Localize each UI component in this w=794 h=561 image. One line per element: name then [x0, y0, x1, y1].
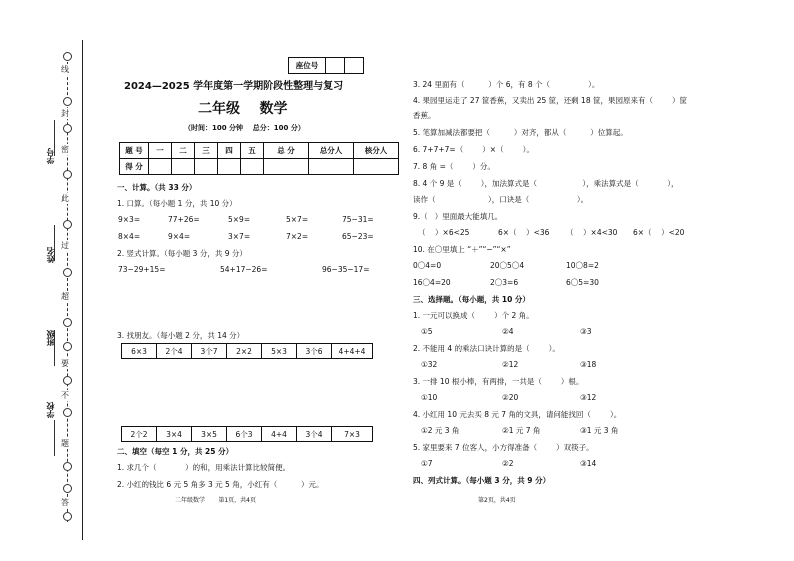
oral-item: 77+26=: [168, 215, 200, 224]
oral-item: 5×9=: [228, 215, 251, 224]
q9-item: 6×（ ）<36: [498, 228, 550, 237]
binding-hole: [63, 408, 72, 417]
q9-item: （ ）×6<25: [418, 228, 470, 237]
cut-char: 封: [61, 109, 69, 118]
friend-item: 7×3: [332, 427, 373, 442]
choice-q3: 3. 一排 10 根小棒，有两排，一共是（ ）根。: [413, 377, 584, 386]
q9-item: （ ）×4<30: [566, 228, 618, 237]
binding-hole: [63, 462, 72, 471]
label-line-4: [54, 420, 55, 456]
binding-hole: [63, 512, 72, 521]
oral-item: 7×2=: [286, 232, 309, 241]
cut-char: 密: [61, 145, 69, 154]
section-2-heading: 二、填空（每空 1 分，共 25 分）: [117, 447, 234, 456]
score-header-cell: 四: [218, 143, 241, 159]
vertical-item: 96−35−17=: [322, 265, 370, 274]
page-footer-left: 二年级数学 第1页，共4页: [175, 497, 256, 504]
q10-item: 10〇8=2: [566, 261, 599, 270]
choice-option[interactable]: ①10: [421, 393, 438, 402]
section-4-heading: 四、列式计算。（每小题 3 分，共 9 分）: [413, 476, 551, 485]
s1-q3-heading: 3. 找朋友。（每小题 2 分，共 14 分）: [117, 331, 245, 340]
fill-q7: 7. 8 角 =（ ）分。: [413, 162, 495, 171]
seat-cell[interactable]: [325, 58, 344, 73]
choice-option[interactable]: ③12: [580, 393, 597, 402]
page-footer-right: 第2页，共4页: [478, 497, 516, 504]
friend-item: 2个4: [157, 344, 192, 359]
score-header-cell: 题 号: [120, 143, 149, 159]
friend-item: 2×2: [227, 344, 262, 359]
friend-item: 4+4+4: [332, 344, 373, 359]
s1-q2-heading: 2. 竖式计算。（每小题 3 分，共 9 分）: [117, 249, 247, 258]
cut-char: 线: [61, 65, 69, 74]
exam-subject: 二年级 数学: [198, 101, 288, 117]
oral-item: 75−31=: [342, 215, 374, 224]
fill-q6: 6. 7+7+7=（ ）×（ ）。: [413, 145, 534, 154]
seat-cell[interactable]: [344, 58, 363, 73]
choice-q1: 1. 一元可以换成（ ）个 2 角。: [413, 311, 534, 320]
score-cell[interactable]: [149, 159, 172, 175]
friend-item: 3个6: [297, 344, 332, 359]
binding-hole: [63, 97, 72, 106]
s1-q1-heading: 1. 口算。（每小题 1 分，共 10 分）: [117, 199, 237, 208]
choice-option[interactable]: ①5: [421, 327, 433, 336]
cut-char: 答: [61, 498, 69, 507]
q10-item: 20〇5〇4: [490, 261, 525, 270]
choice-option[interactable]: ③18: [580, 360, 597, 369]
oral-item: 65−23=: [342, 232, 374, 241]
score-header-cell: 五: [241, 143, 264, 159]
score-cell[interactable]: [172, 159, 195, 175]
choice-option[interactable]: ①7: [421, 459, 433, 468]
cut-char: 此: [61, 194, 69, 203]
q10-item: 2〇3=6: [490, 278, 519, 287]
cut-char: 超: [61, 292, 69, 301]
friend-item: 2个2: [122, 427, 157, 442]
binding-hole: [63, 484, 72, 493]
friend-item: 6个3: [227, 427, 262, 442]
score-cell[interactable]: [195, 159, 218, 175]
oral-item: 8×4=: [118, 232, 141, 241]
seat-label: 座位号: [295, 61, 319, 70]
friend-item: 3个4: [297, 427, 332, 442]
fill-q9: 9.（ ）里面最大能填几。: [413, 212, 503, 221]
name-label: 姓名: [46, 247, 55, 263]
friend-item: 3×4: [157, 427, 192, 442]
score-cell[interactable]: [354, 159, 399, 175]
fill-q10: 10. 在〇里填上 “＋”“−”“×”: [413, 245, 511, 254]
section-3-heading: 三、选择题。（每小题，共 10 分）: [413, 295, 530, 304]
binding-hole: [63, 318, 72, 327]
binding-hole: [63, 268, 72, 277]
choice-option[interactable]: ②4: [502, 327, 514, 336]
q10-item: 6〇5=30: [566, 278, 599, 287]
class-label: 班级: [46, 330, 55, 346]
q10-item: 0〇4=0: [413, 261, 442, 270]
fill-q5: 5. 笔算加减法都要把（ ）对齐，都从（ ）位算起。: [413, 128, 628, 137]
score-header-cell: 二: [172, 143, 195, 159]
choice-option[interactable]: ②1 元 7 角: [502, 426, 541, 435]
binding-hole: [63, 220, 72, 229]
friend-item: 3×5: [192, 427, 227, 442]
cut-char: 要: [61, 359, 69, 368]
choice-option[interactable]: ③3: [580, 327, 592, 336]
oral-item: 3×7=: [228, 232, 251, 241]
binding-hole: [63, 376, 72, 385]
fill-q8: 8. 4 个 9 是（ ），加法算式是（ ），乘法算式是（ ），: [413, 179, 679, 188]
cut-char: 题: [61, 439, 69, 448]
score-cell[interactable]: [241, 159, 264, 175]
score-cell[interactable]: [218, 159, 241, 175]
fill-q2: 2. 小红的钱比 6 元 5 角多 3 元 5 角，小红有（ ）元。: [117, 480, 324, 489]
friends-top-table: [121, 343, 373, 359]
seat-number-box: [288, 57, 364, 74]
choice-option[interactable]: ③14: [580, 459, 597, 468]
score-header-cell: 核分人: [354, 143, 399, 159]
fill-q8-cont: 读作（ ），口诀是（ ）。: [413, 195, 589, 204]
q9-item: 6×（ ）<20: [633, 228, 685, 237]
q10-item: 16〇4=20: [413, 278, 451, 287]
score-table: [119, 142, 399, 175]
choice-option[interactable]: ①2 元 3 角: [421, 426, 460, 435]
fill-q1: 1. 求几个（ ）的和，用乘法计算比较简便。: [117, 463, 291, 472]
friend-item: 5×3: [262, 344, 297, 359]
score-header-cell: 总 分: [264, 143, 309, 159]
cut-char: 不: [61, 391, 69, 400]
score-header-cell: 一: [149, 143, 172, 159]
choice-option[interactable]: ③1 元 3 角: [580, 426, 619, 435]
choice-option[interactable]: ②2: [502, 459, 514, 468]
choice-q5: 5. 家里要来 7 位客人，小方得准备（ ）双筷子。: [413, 443, 594, 452]
score-cell[interactable]: [309, 159, 354, 175]
score-cell[interactable]: [264, 159, 309, 175]
score-header-cell: 得 分: [120, 159, 149, 175]
student-id-label: 学号: [46, 148, 55, 164]
cut-char: 过: [61, 241, 69, 250]
choice-q2: 2. 不能用 4 的乘法口诀计算的是（ ）。: [413, 344, 560, 353]
choice-option[interactable]: ②20: [502, 393, 519, 402]
fill-q4: 4. 果园里运走了 27 筐香蕉，又卖出 25 筐，还剩 18 筐，果园原来有（ ）筐: [413, 96, 688, 105]
friend-item: 6×3: [122, 344, 157, 359]
exam-title: 2024—2025 学年度第一学期阶段性整理与复习: [124, 81, 344, 92]
friend-item: 3个7: [192, 344, 227, 359]
friends-bottom-table: [121, 426, 373, 442]
margin-solid-line: [82, 40, 83, 540]
binding-hole: [63, 170, 72, 179]
school-label: 学校: [46, 402, 55, 418]
binding-dashed-line: [67, 52, 68, 522]
binding-hole: [63, 124, 72, 133]
choice-q4: 4. 小红用 10 元去买 8 元 7 角的文具，请问能找回（ ）。: [413, 410, 622, 419]
friend-item: 4+4: [262, 427, 297, 442]
binding-hole: [63, 342, 72, 351]
vertical-item: 54+17−26=: [220, 265, 268, 274]
oral-item: 5×7=: [286, 215, 309, 224]
oral-item: 9×4=: [168, 232, 191, 241]
fill-q4-cont: 香蕉。: [413, 111, 436, 120]
choice-option[interactable]: ①32: [421, 360, 438, 369]
oral-item: 9×3=: [118, 215, 141, 224]
binding-hole: [63, 52, 72, 61]
fill-q3: 3. 24 里面有（ ）个 6，有 8 个（ ）。: [413, 80, 600, 89]
score-header-cell: 三: [195, 143, 218, 159]
vertical-item: 73−29+15=: [118, 265, 166, 274]
section-1-heading: 一、计算。（共 33 分）: [117, 183, 197, 192]
score-header-cell: 总分人: [309, 143, 354, 159]
exam-meta: （时间：100 分钟 总分：100 分）: [184, 124, 305, 132]
choice-option[interactable]: ②12: [502, 360, 519, 369]
